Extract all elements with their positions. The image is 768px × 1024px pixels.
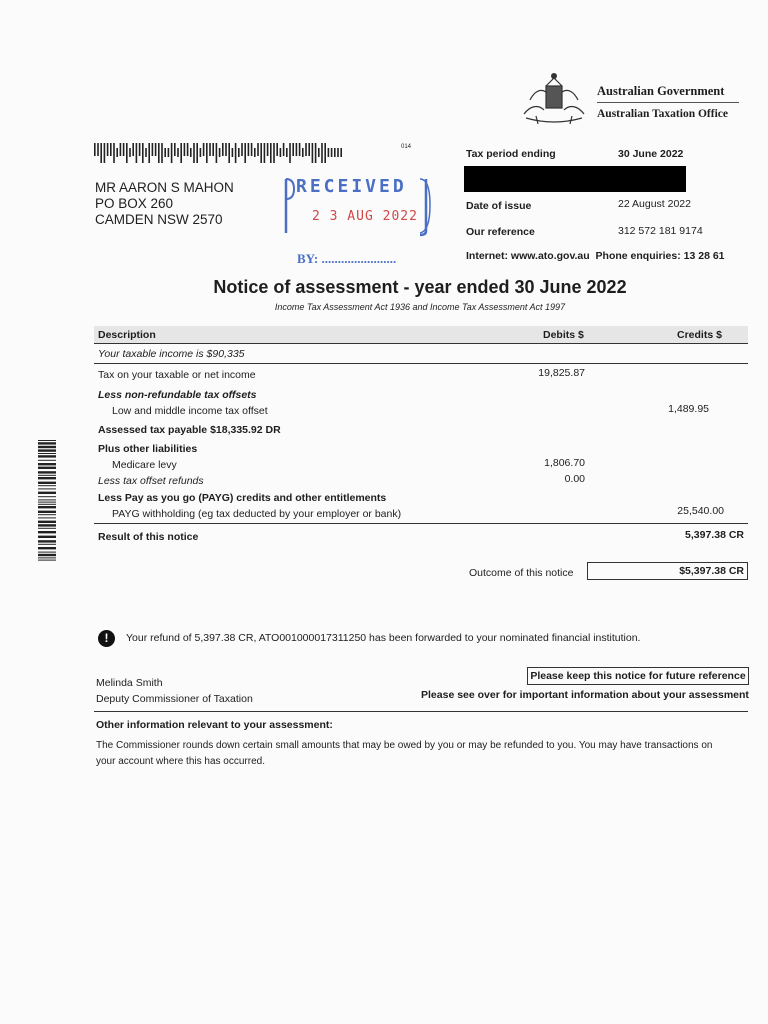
outcome-label: Outcome of this notice xyxy=(469,567,574,579)
table-row: Assessed tax payable $18,335.92 DR xyxy=(98,424,281,436)
credit-value: 1,489.95 xyxy=(668,403,709,415)
table-row: Tax on your taxable or net income xyxy=(98,369,256,381)
col-credits: Credits $ xyxy=(677,329,722,341)
postal-barcode xyxy=(94,143,344,163)
contact-line xyxy=(466,250,725,262)
agency-divider xyxy=(597,102,739,103)
keep-notice-box: Please keep this notice for future reference xyxy=(527,667,749,685)
table-row: Plus other liabilities xyxy=(98,443,198,455)
table-row: Less non-refundable tax offsets xyxy=(98,389,257,401)
table-row: Low and middle income tax offset xyxy=(112,405,268,417)
result-value: 5,397.38 CR xyxy=(685,529,744,541)
taxable-income: Your taxable income is $90,335 xyxy=(98,348,245,360)
other-info-line2: your account where this has occurred. xyxy=(96,756,265,767)
section-rule xyxy=(94,711,748,712)
side-barcode xyxy=(38,440,56,562)
result-label: Result of this notice xyxy=(98,531,199,543)
address-street: PO BOX 260 xyxy=(95,196,174,211)
stamp-date: 2 3 AUG 2022 xyxy=(312,209,418,224)
stamp-received-text: RECEIVED xyxy=(296,176,407,197)
tax-period-label: Tax period ending xyxy=(466,148,556,160)
redaction-bar xyxy=(464,166,686,192)
notice-title: Notice of assessment - year ended 30 June 2022 xyxy=(213,277,627,297)
agency-name: Australian Government xyxy=(597,84,725,98)
alert-icon: ! xyxy=(98,630,115,647)
table-row: Less tax offset refunds xyxy=(98,475,204,487)
signatory-title: Deputy Commissioner of Taxation xyxy=(96,693,253,705)
table-row: Medicare levy xyxy=(112,459,177,471)
debit-value: 1,806.70 xyxy=(544,457,585,469)
notice-subtitle: Income Tax Assessment Act 1936 and Income Tax Assessment Act 1997 xyxy=(274,302,566,312)
addressee-name: MR AARON S MAHON xyxy=(95,180,234,195)
col-debits: Debits $ xyxy=(543,329,584,341)
barcode-number: 014 xyxy=(401,144,412,150)
phone-text: Phone enquiries: 13 28 61 xyxy=(595,250,725,262)
mailing-address xyxy=(95,180,234,228)
signatory-name: Melinda Smith xyxy=(96,677,163,689)
reference-label: Our reference xyxy=(466,226,535,238)
internet-text: Internet: www.ato.gov.au xyxy=(466,250,590,262)
table-row: PAYG withholding (eg tax deducted by your employer or bank) xyxy=(112,508,402,520)
refund-message: Your refund of 5,397.38 CR, ATO001000017311250 has been forwarded to your nominated financial institution. xyxy=(126,632,641,644)
table-header xyxy=(94,326,748,344)
credit-value: 25,540.00 xyxy=(677,505,724,517)
tax-period-value: 30 June 2022 xyxy=(618,148,684,160)
debit-value: 0.00 xyxy=(564,473,585,485)
address-city: CAMDEN NSW 2570 xyxy=(95,212,223,227)
reference-value: 312 572 181 9174 xyxy=(618,225,703,237)
col-description: Description xyxy=(98,329,156,341)
table-rule xyxy=(94,363,748,364)
other-info-line1: The Commissioner rounds down certain small amounts that may be owed by you or may be refunded to you. You may have transactions on xyxy=(96,740,713,751)
agency-office: Australian Taxation Office xyxy=(597,108,728,120)
table-rule xyxy=(94,523,748,524)
table-row: Less Pay as you go (PAYG) credits and other entitlements xyxy=(98,492,387,504)
other-info-heading: Other information relevant to your assessment: xyxy=(96,719,333,731)
debit-value: 19,825.87 xyxy=(538,367,585,379)
date-of-issue-value: 22 August 2022 xyxy=(618,198,691,210)
outcome-value: $5,397.38 CR xyxy=(679,565,744,577)
stamp-by-line: BY: ....................... xyxy=(297,251,397,266)
see-over-text: Please see over for important information about your assessment xyxy=(421,689,749,701)
date-of-issue-label: Date of issue xyxy=(466,200,532,212)
coat-of-arms-logo xyxy=(516,70,592,126)
